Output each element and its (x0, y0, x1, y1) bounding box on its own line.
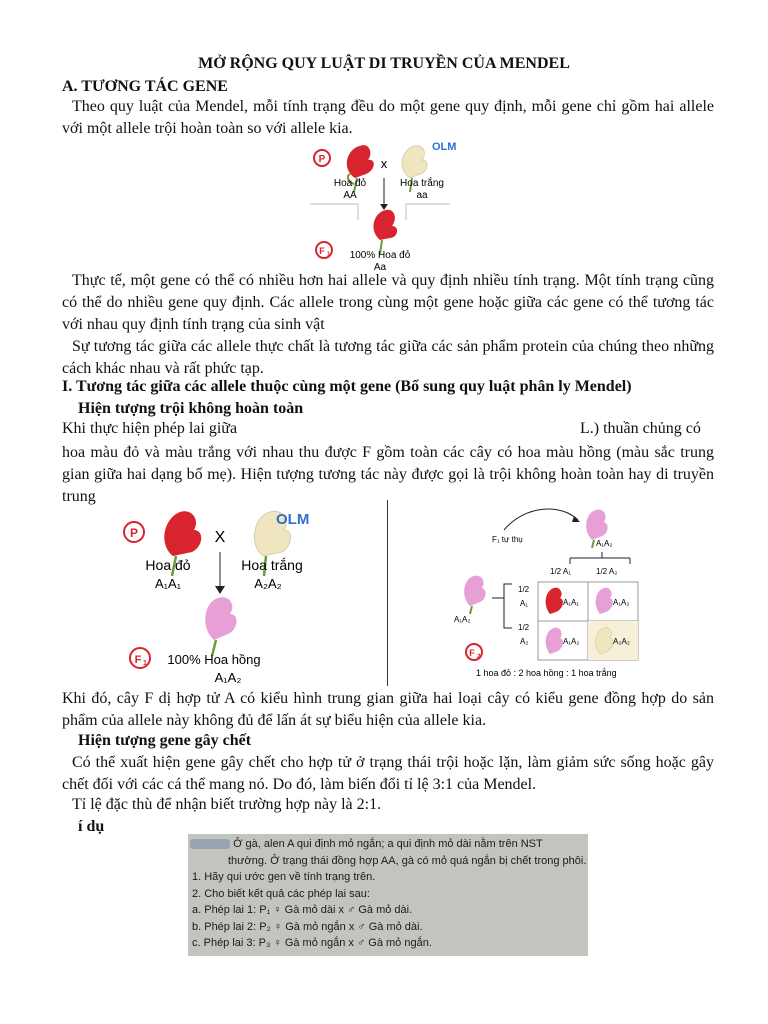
paragraph-4: hoa màu đỏ và màu trắng với nhau thu được F gồm toàn các cây có hoa màu hồng (màu sắc trung gian giữa hai dạng bố mẹ). Hiện tượng tương tác này được gọi là trội không hoàn toàn hay di truyền trung (62, 444, 714, 505)
white-genotype: A₂A₂ (254, 576, 282, 591)
top-genotype: A₁A₂ (596, 539, 613, 548)
cell-a1a1: A₁A₁ (563, 598, 580, 607)
f1-genotype: Aa (373, 262, 387, 272)
ratio-text: 1 hoa đỏ : 2 hoa hồng : 1 hoa trắng (476, 668, 617, 678)
example-line-5: a. Phép lai 1: P₁ ♀ Gà mỏ dài x ♂ Gà mỏ dài. (192, 904, 413, 916)
f2-sub: 2 (477, 654, 481, 660)
f2-label: F (469, 648, 475, 658)
pink-flower-left-icon (464, 576, 485, 614)
olm-logo: OLM (432, 141, 457, 153)
figure-dominant-cross (310, 138, 470, 272)
f1-sub: 1 (327, 252, 331, 258)
cell-a1a2: A₁A₂ (613, 598, 630, 607)
figure-f2-punnett (446, 500, 670, 688)
red-label: Hoa đỏ (333, 178, 367, 189)
paragraph-1: Theo quy luật của Mendel, mỗi tính trạng đều do một gene quy định, mỗi gene chỉ gồm hai allele với một allele trội hoàn toàn so với allele kia. (62, 98, 714, 137)
white-label: Hoa trắng (241, 557, 303, 573)
paragraph-4-mid: L.) thuần chủng có (580, 420, 701, 437)
column-1-label: 1/2 A₁ (550, 567, 571, 576)
self-label: F₁ tự thụ (492, 535, 523, 544)
pink-flower-icon (205, 597, 236, 656)
paragraph-6: Có thể xuất hiện gene gây chết cho hợp tử ở trạng thái trội hoặc lặn, làm giảm sức sống hoặc gây chết đối với các cá thể mang nó. Do đó, làm biến đổi tỉ lệ 3:1 của Mendel. (62, 754, 714, 793)
white-genotype: aa (416, 190, 428, 201)
cross-sign: x (380, 156, 388, 171)
olm-logo: OLM (276, 511, 310, 528)
column-2-label: 1/2 A₂ (596, 567, 618, 576)
example-heading: í dụ (78, 818, 105, 835)
f1-text: 100% Hoa hồng (167, 652, 261, 667)
paragraph-2: Thực tế, một gene có thể có nhiều hơn hai allele và quy định nhiều tính trạng. Một tính trạng cũng có thể do nhiều gene quy định. Các allele trong cùng một gene hoặc giữa các gene có thể tương tác với nhau quy định tính trạng của sinh vật (62, 272, 714, 333)
p-label: P (318, 154, 326, 165)
row-2-label: A₂ (520, 637, 529, 646)
figure-divider (387, 500, 388, 686)
section-a-heading: A. TƯƠNG TÁC GENE (62, 78, 228, 95)
row-1-label: A₁ (520, 599, 529, 608)
paragraph-4-start: Khi thực hiện phép lai giữa (62, 420, 238, 437)
red-genotype: A₁A₁ (154, 576, 182, 591)
cross-sign: X (214, 529, 226, 546)
red-label: Hoa đỏ (145, 557, 191, 573)
page-title: MỞ RỘNG QUY LUẬT DI TRUYỀN CỦA MENDEL (198, 55, 570, 72)
subheading-lethal-gene: Hiện tượng gene gây chết (78, 732, 252, 749)
f1-genotype: A₁A₂ (214, 670, 242, 685)
example-line-6: b. Phép lai 2: P₂ ♀ Gà mỏ ngắn x ♂ Gà mỏ dài. (192, 920, 423, 933)
figure-incomplete-dominance (118, 500, 368, 688)
paragraph-3: Sự tương tác giữa các allele thực chất là tương tác giữa các sản phẩm protein của chúng theo những cách khác nhau và rất phức tạp. (62, 338, 714, 377)
example-line-4: 2. Cho biết kết quả các phép lai sau: (192, 887, 370, 900)
left-genotype: A₁A₂ (454, 615, 471, 624)
paragraph-5: Khi đó, cây F dị hợp tử A có kiểu hình trung gian giữa hai loại cây có kiểu gene đồng hợp do sản phẩm của allele này không đủ để lấn át sự biểu hiện của allele kia. (62, 690, 714, 729)
f1-sub: 1 (143, 660, 147, 667)
row-2-fraction: 1/2 (518, 623, 530, 632)
f1-text: 100% Hoa đỏ (349, 250, 411, 261)
example-line-3: 1. Hãy qui ước gen về tính trạng trên. (192, 871, 376, 883)
example-line-2: thường. Ở trạng thái đồng hợp AA, gà có mỏ quá ngắn bị chết trong phôi. (228, 854, 587, 867)
cell-a2a2: A₂A₂ (613, 637, 630, 646)
paragraph-7: Tỉ lệ đặc thù để nhận biết trường hợp này là 2:1. (72, 796, 382, 813)
example-line-7: c. Phép lai 3: P₃ ♀ Gà mỏ ngắn x ♂ Gà mỏ ngắn. (192, 937, 432, 949)
cell-a1a2: A₁A₂ (563, 637, 580, 646)
red-flower-f1-icon (373, 210, 397, 254)
red-genotype: AA (343, 190, 357, 201)
f1-label: F (319, 246, 325, 256)
example-line-1: Ở gà, alen A qui định mỏ ngắn; a qui định mỏ dài nằm trên NST (233, 838, 543, 850)
subheading-incomplete-dominance: Hiện tượng trội không hoàn toàn (78, 400, 304, 417)
f1-label: F (134, 654, 142, 666)
row-1-fraction: 1/2 (518, 585, 530, 594)
white-label: Hoa trắng (400, 178, 444, 189)
p-label: P (129, 526, 139, 540)
section-i-heading: I. Tương tác giữa các allele thuộc cùng một gene (Bổ sung quy luật phân ly Mendel) (62, 378, 632, 395)
example-image (188, 834, 588, 956)
